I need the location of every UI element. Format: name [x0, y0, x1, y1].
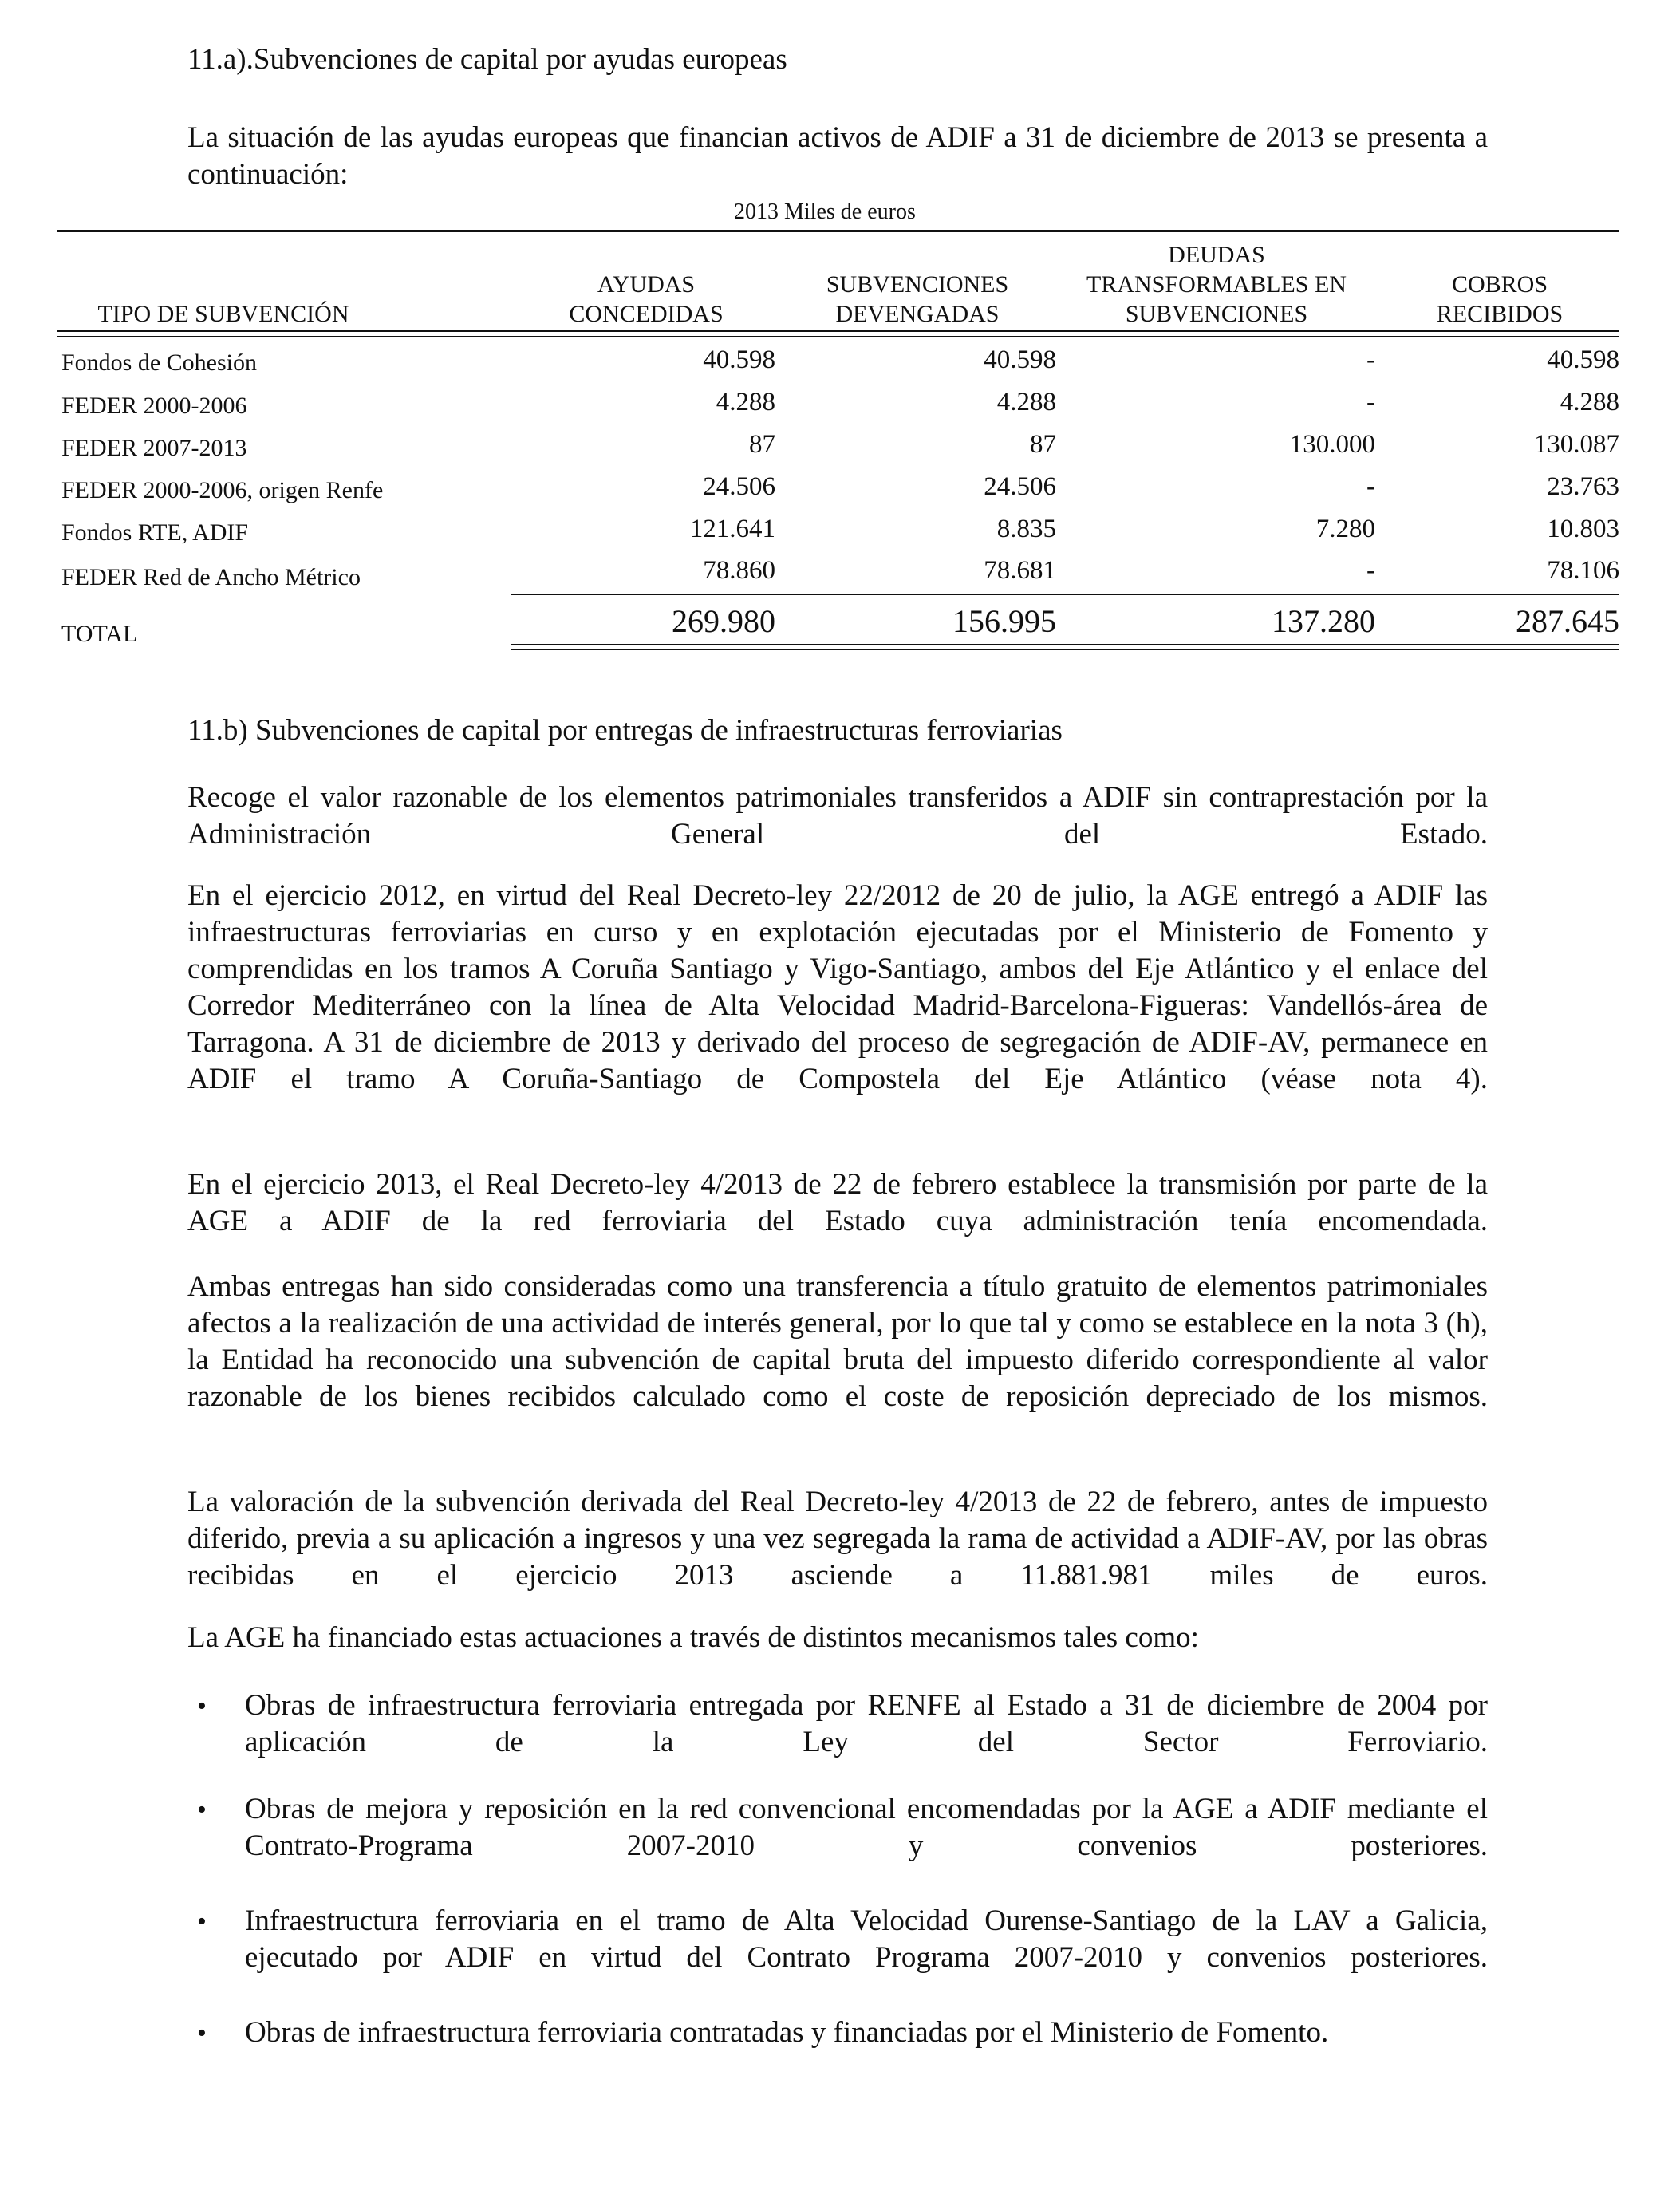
- total-rule-2: [511, 649, 1619, 650]
- header-rule-1: [57, 330, 1619, 332]
- paragraph-2: En el ejercicio 2012, en virtud del Real Decreto-ley 22/2012 de 20 de julio, la AGE entregó a ADIF las infraestructuras ferroviarias en curso y en explotación ejecutadas por el Ministerio de Fomento y comprendidas en los tramos A Coruña Santiago y Vigo-Santiago, ambos del Eje Atlántico y el enlace del Corredor Mediterráneo con la línea de Alta Velocidad Madrid-Barcelona-Figueras: Vandellós-área de Tarragona. A 31 de diciembre de 2013 y derivado del proceso de segregación de ADIF-AV, permanece en ADIF el tramo A Coruña-Santiago de Compostela del Eje Atlántico (véase nota 4).: [187, 879, 1488, 1095]
- section-a-intro: La situación de las ayudas europeas que financian activos de ADIF a 31 de diciembre de 2013 se presenta a continuación:: [187, 121, 1488, 191]
- document-page: 11.a).Subvenciones de capital por ayudas europeas La situación de las ayudas europeas que financian activos de ADIF a 31 de diciembre de 2013 se presenta a continuación: 2013 Miles de euros TIPO DE SUBVENCIÓN AYUDAS CONCEDIDAS SUBVENCIONES DEVENGADAS DEUDAS TRANSFORMABLES EN SUBVENCIONES COBROS RECIBIDOS Fondos de Cohesión 40.598 40.598 - 40.598 FEDER 2000-2006 4.288 4.288 - 4.288 FEDER 2007-2013 87 87 130.000 130.087 FEDER 2000-2006, origen Renfe 24.506 24.506 - 23.763 Fondos RTE, ADIF 121.641 8.835 7.280 10.803 FEDER Red de Ancho Métrico 78.860 78.681 - 78.106 TOTAL 269.980 156.995 137.280 287.645 11.b) Subvenciones de capital por entregas de infraestructuras ferroviarias Recoge el valor razonable de los elementos patrimoniales transferidos a ADIF sin contraprestación por la Administración General del Estado. En el ejercicio 2012, en virtud del Real Decreto-ley 22/2012 de 20 de julio, la AGE entregó a ADIF las infraestructuras ferroviarias en curso y en explotación ejecutadas por el Ministerio de Fomento y comprendidas en los tramos A Coruña Santiago y Vigo-Santiago, ambos del Eje Atlántico y el enlace del Corredor Mediterráneo con la línea de Alta Velocidad Madrid-Barcelona-Figueras: Vandellós-área de Tarragona. A 31 de diciembre de 2013 y derivado del proceso de segregación de ADIF-AV, permanece en ADIF el tramo A Coruña-Santiago de Compostela del Eje Atlántico (véase nota 4). En el ejercicio 2013, el Real Decreto-ley 4/2013 de 22 de febrero establece la transmisión por parte de la AGE a ADIF de la red ferroviaria del Estado cuya administración tenía encomendada. Ambas entregas han sido consideradas como una transferencia a título gratuito de elementos patrimoniales afectos a la realización de una actividad de interés general, por lo que tal y como se establece en la nota 3 (h), la Entidad ha reconocido una subvención de capital bruta del impuesto diferido correspondiente al valor razonable de los bienes recibidos calculado como el coste de reposición depreciado de los mismos. La valoración de la subvención derivada del Real Decreto-ley 4/2013 de 22 de febrero, antes de impuesto diferido, previa a su aplicación a ingresos y una vez segregada la rama de actividad a ADIF-AV, por las obras recibidas en el ejercicio 2013 asciende a 11.881.981 miles de euros. La AGE ha financiado estas actuaciones a través de distintos mecanismos tales como: • Obras de infraestructura ferroviaria entregada por RENFE al Estado a 31 de diciembre de 2004 por aplicación de la Ley del Sector Ferroviario. • Obras de mejora y reposición en la red convencional encomendadas por la AGE a ADIF mediante el Contrato-Programa 2007-2010 y convenios posteriores. • Infraestructura ferroviaria en el tramo de Alta Velocidad Ourense-Santiago de la LAV a Galicia, ejecutado por ADIF en virtud del Contrato Programa 2007-2010 y convenios posteriores. • Obras de infraestructura ferroviaria contratadas y financiadas por el Ministerio de Fomento.: [0, 0, 1680, 2210]
- bullet-icon: •: [197, 2019, 207, 2048]
- total-rule-1: [511, 644, 1619, 645]
- header-tipo: TIPO DE SUBVENCIÓN: [97, 301, 349, 327]
- paragraph-5: La valoración de la subvención derivada del Real Decreto-ley 4/2013 de 22 de febrero, antes de impuesto diferido, previa a su aplicación a ingresos y una vez segregada la rama de actividad a ADIF-AV, por las obras recibidas en el ejercicio 2013 asciende a 11.881.981 miles de euros.: [187, 1486, 1488, 1592]
- table-top-rule: [57, 230, 1619, 232]
- bullet-icon: •: [197, 1691, 207, 1721]
- header-cobros: COBROS RECIBIDOS: [1436, 271, 1564, 327]
- section-a-heading: 11.a).Subvenciones de capital por ayudas europeas: [187, 43, 787, 76]
- paragraph-1: Recoge el valor razonable de los elementos patrimoniales transferidos a ADIF sin contraprestación por la Administración General del Estado.: [187, 781, 1488, 850]
- header-ayudas: AYUDAS CONCEDIDAS: [569, 271, 724, 327]
- header-deudas: DEUDAS TRANSFORMABLES EN SUBVENCIONES: [1086, 242, 1347, 327]
- header-rule-2: [57, 336, 1619, 337]
- paragraph-3: En el ejercicio 2013, el Real Decreto-ley 4/2013 de 22 de febrero establece la transmisión por parte de la AGE a ADIF de la red ferroviaria del Estado cuya administración tenía encomendada.: [187, 1168, 1488, 1237]
- bullet-icon: •: [197, 1795, 207, 1825]
- table-caption: 2013 Miles de euros: [734, 199, 916, 224]
- header-subvenciones: SUBVENCIONES DEVENGADAS: [826, 271, 1009, 327]
- subtotal-rule: [511, 594, 1619, 595]
- bullet-icon: •: [197, 1907, 207, 1936]
- paragraph-4: Ambas entregas han sido consideradas como una transferencia a título gratuito de elementos patrimoniales afectos a la realización de una actividad de interés general, por lo que tal y como se establece en la nota 3 (h), la Entidad ha reconocido una subvención de capital bruta del impuesto diferido correspondiente al valor razonable de los bienes recibidos calculado como el coste de reposición depreciado de los mismos.: [187, 1270, 1488, 1413]
- section-b-heading: 11.b) Subvenciones de capital por entregas de infraestructuras ferroviarias: [187, 714, 1063, 747]
- paragraph-6: La AGE ha financiado estas actuaciones a través de distintos mecanismos tales como:: [187, 1621, 1199, 1654]
